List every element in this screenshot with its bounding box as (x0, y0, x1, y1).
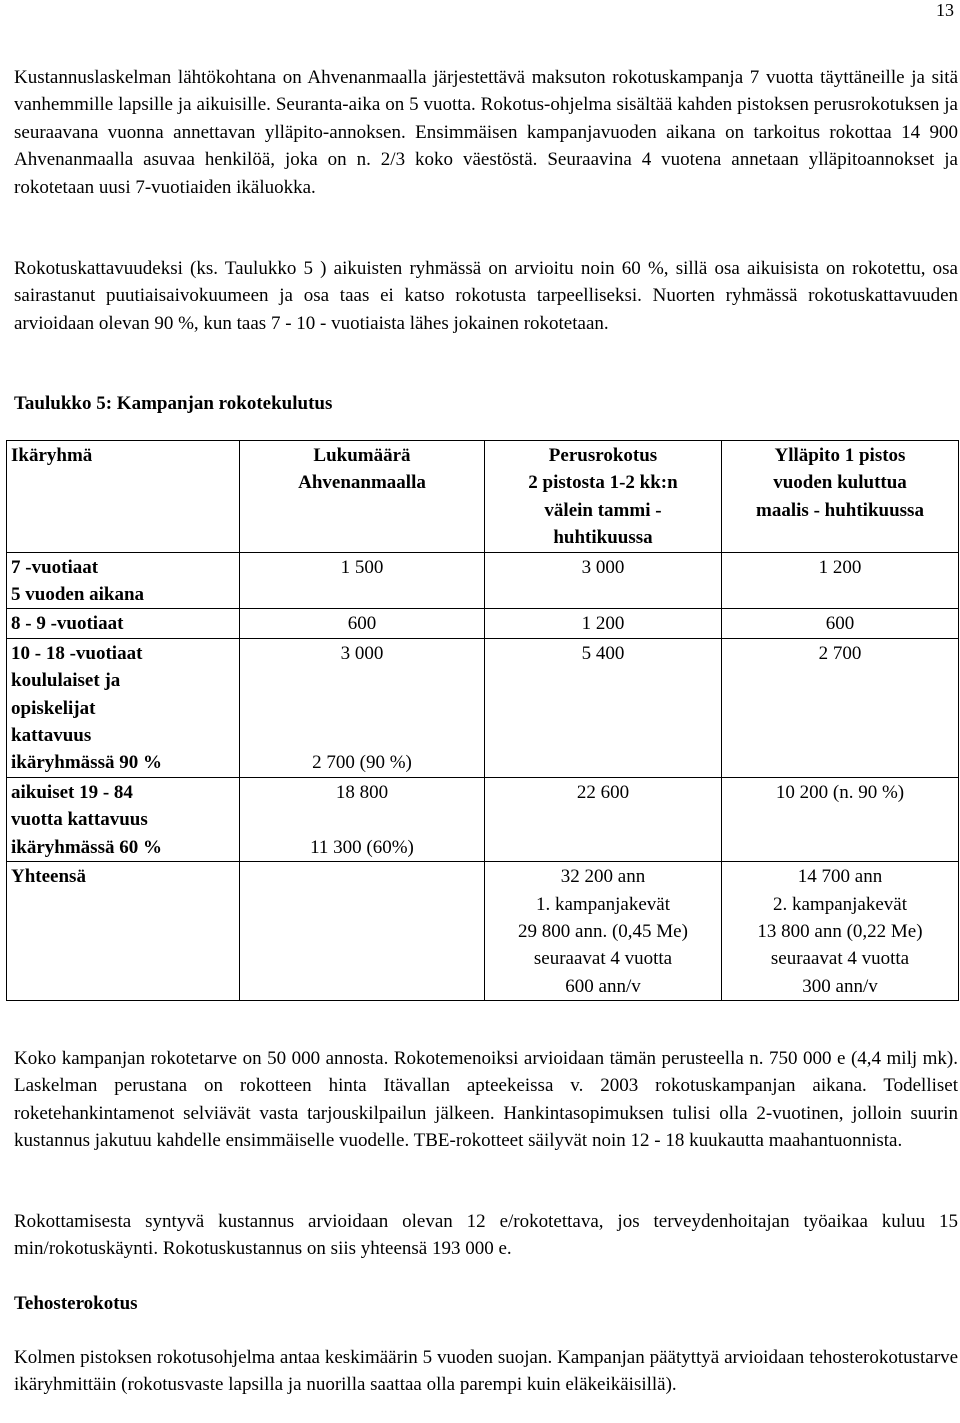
table-title: Taulukko 5: Kampanjan rokotekulutus (14, 393, 333, 414)
cell-line: 3 000 (581, 556, 625, 578)
cell-line: 14 700 ann (797, 866, 883, 888)
cell-line: 5 vuoden aikana (11, 584, 145, 606)
cell-line: 29 800 ann. (0,45 Me) (518, 920, 688, 942)
cell-line (244, 667, 480, 694)
cell-line: 600 (825, 613, 855, 635)
cell-line: kattavuus (11, 725, 92, 747)
row-basic-vaccination (485, 862, 722, 1001)
cell-line: 32 200 ann (560, 866, 646, 888)
row-booster (722, 638, 959, 777)
cell-line: 10 200 (n. 90 %) (775, 781, 905, 803)
cell-line: 8 - 9 -vuotiaat (11, 613, 124, 635)
table-row (7, 862, 959, 1001)
cell-line: 2 700 (90 %) (312, 752, 412, 774)
cell-line: Ylläpito 1 pistos (774, 445, 906, 466)
cell-line: 13 800 ann (0,22 Me) (757, 920, 923, 942)
cell-line (244, 722, 480, 749)
booster-paragraph: Kolmen pistoksen rokotusohjelma antaa keskimäärin 5 vuoden suojan. Kampanjan päätyttyä arvioidaan tehosterokotustarve ikäryhmittäin (rokotusvaste lapsilla ja nuorilla saattaa olla parempi kuin eläkeikäisillä). (14, 1347, 958, 1396)
row-count (240, 609, 485, 638)
vaccine-consumption-table (6, 440, 959, 1001)
cell-line: 1 200 (581, 613, 625, 635)
cell-line: seuraavat 4 vuotta (770, 948, 910, 970)
header-basic-vaccination (485, 441, 722, 553)
row-age-group (7, 862, 240, 1001)
cell-line: 7 -vuotiaat (11, 556, 99, 578)
cell-line: vuoden kuluttua (773, 472, 907, 494)
cell-line: välein tammi - (544, 499, 662, 521)
cell-line: 2 700 (818, 642, 862, 664)
cell-line: 22 600 (576, 781, 630, 803)
cell-line (244, 695, 480, 722)
row-age-group (7, 777, 240, 861)
section-heading-booster: Tehosterokotus (14, 1293, 138, 1314)
cell-line: 600 ann/v (565, 975, 641, 997)
cell-line: 1. kampanjakevät (535, 893, 670, 915)
cell-line: huhtikuussa (553, 527, 653, 549)
row-basic-vaccination (485, 638, 722, 777)
cell-line: 18 800 (335, 781, 389, 803)
row-count (240, 638, 485, 777)
header-count (240, 441, 485, 553)
row-age-group (7, 609, 240, 638)
cell-line: ikäryhmässä 90 % (11, 752, 162, 774)
table-header-row (7, 441, 959, 553)
row-booster (722, 609, 959, 638)
cell-line: 2. kampanjakevät (772, 893, 907, 915)
row-booster (722, 552, 959, 609)
cell-line: 600 (347, 613, 377, 635)
cell-line: 10 - 18 -vuotiaat (11, 642, 143, 664)
vaccination-cost-paragraph: Rokottamisesta syntyvä kustannus arvioidaan olevan 12 e/rokotettava, jos terveydenhoitajan työaikaa kuluu 15 min/rokotuskäynti. Rokotuskustannus on siis yhteensä 193 000 e. (14, 1211, 958, 1260)
cell-line: 11 300 (60%) (310, 836, 414, 858)
cell-line: koululaiset ja (11, 670, 121, 692)
row-basic-vaccination (485, 609, 722, 638)
row-basic-vaccination (485, 552, 722, 609)
cell-line: 300 ann/v (802, 975, 878, 997)
cell-line: Perusrokotus (548, 445, 658, 466)
cell-line: opiskelijat (11, 697, 96, 719)
row-count (240, 862, 485, 1001)
header-booster (722, 441, 959, 553)
table-row (7, 638, 959, 777)
row-age-group (7, 552, 240, 609)
intro-paragraph: Kustannuslaskelman lähtökohtana on Ahvenanmaalla järjestettävä maksuton rokotuskampanja 7 vuotta täyttäneille ja sitä vanhemmille lapsille ja aikuisille. Seuranta-aika on 5 vuotta. Rokotus-ohjelma sisältää kahden pistoksen perusrokotuksen ja seuraavana vuonna annettavan ylläpito-annoksen. Ensimmäisen kampanjavuoden aikana on tarkoitus rokottaa 14 900 Ahvenanmaalla asuvaa henkilöä, joka on n. 2/3 koko väestöstä. Seuraavina 4 vuotena annetaan ylläpitoannokset ja rokotetaan uusi 7-vuotiaiden ikäluokka. (14, 67, 958, 198)
cell-line: 2 pistosta 1-2 kk:n (528, 472, 678, 494)
cell-line: seuraavat 4 vuotta (533, 948, 673, 970)
row-booster (722, 777, 959, 861)
cell-line: Lukumäärä (313, 445, 411, 466)
row-count (240, 552, 485, 609)
cell-line: Yhteensä (11, 866, 86, 888)
cell-line: aikuiset 19 - 84 (11, 781, 133, 803)
campaign-cost-paragraph: Koko kampanjan rokotetarve on 50 000 annosta. Rokotemenoiksi arvioidaan tämän perusteella n. 750 000 e (4,4 milj mk). Laskelman perustana on rokotteen hinta Itävallan apteekeissa v. 2003 rokotuskampanjan aikana. Todelliset roketehankintamenot selviävät vasta tarjouskilpailun jälkeen. Hankintasopimuksen tulisi olla 2-vuotinen, jolloin suurin kustannus jakutuu kahdelle ensimmäiselle vuodelle. TBE-rokotteet säilyvät noin 12 - 18 kuukautta maahantuonnista. (14, 1048, 958, 1152)
cell-line: 5 400 (581, 642, 625, 664)
table-row (7, 777, 959, 861)
cell-line: 1 500 (340, 556, 384, 578)
cell-line: ikäryhmässä 60 % (11, 836, 162, 858)
row-count (240, 777, 485, 861)
page-number: 13 (936, 0, 954, 20)
row-booster (722, 862, 959, 1001)
cell-line: Ahvenanmaalla (298, 472, 426, 494)
table-row (7, 609, 959, 638)
coverage-paragraph: Rokotuskattavuudeksi (ks. Taulukko 5 ) aikuisten ryhmässä on arvioitu noin 60 %, sillä osa aikuisista on rokotettu, osa sairastanut puutiaisaivokuumeen ja osa taas ei katso rokotusta tarpeelliseksi. Nuorten ryhmässä rokotuskattavuuden arvioidaan olevan 90 %, kun taas 7 - 10 - vuotiaista lähes jokainen rokotetaan. (14, 258, 958, 334)
cell-line: maalis - huhtikuussa (756, 499, 924, 521)
cell-line: 1 200 (818, 556, 862, 578)
cell-line (244, 806, 480, 833)
table-row (7, 552, 959, 609)
cell-line: vuotta kattavuus (11, 809, 148, 831)
row-basic-vaccination (485, 777, 722, 861)
cell-line: 3 000 (340, 642, 384, 664)
header-age-group: Ikäryhmä (7, 441, 240, 553)
row-age-group (7, 638, 240, 777)
